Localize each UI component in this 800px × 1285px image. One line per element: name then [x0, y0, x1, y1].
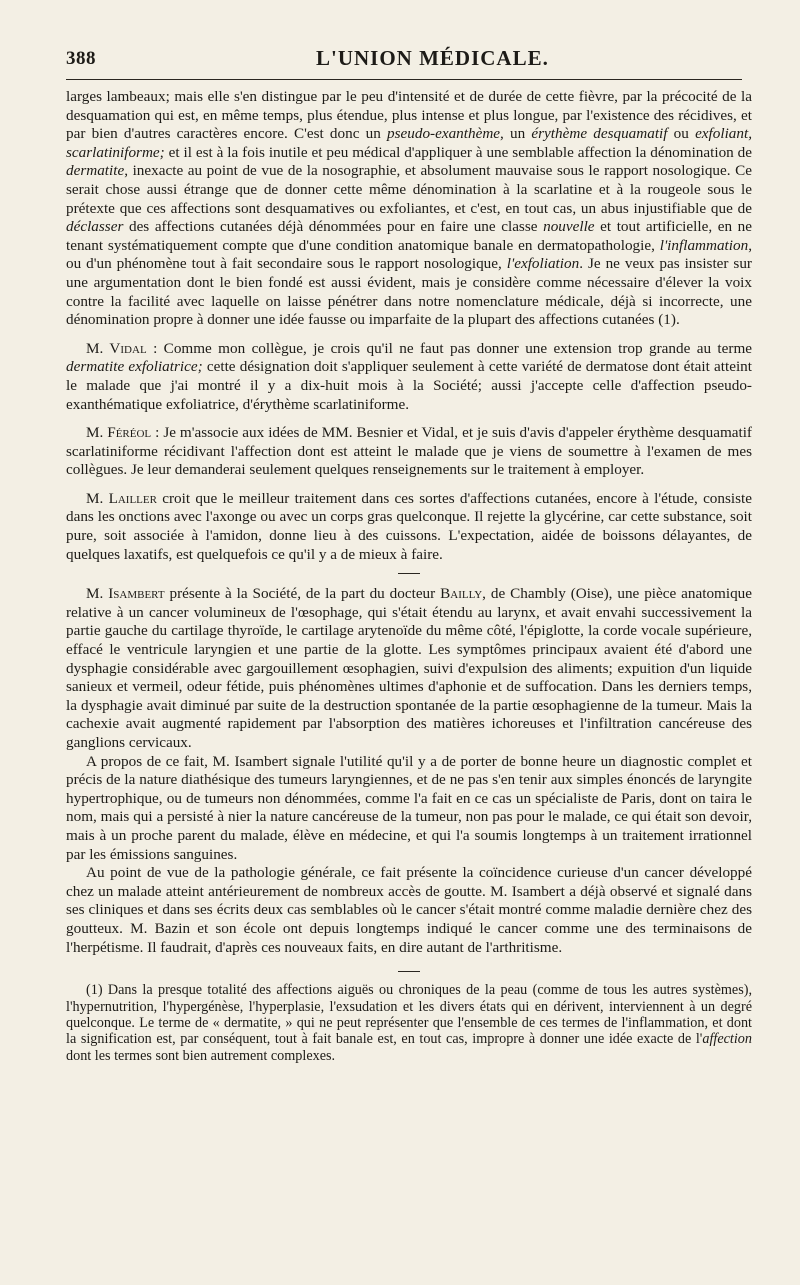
doctor-name: Bailly — [440, 585, 483, 603]
page-header — [66, 44, 742, 76]
section-separator — [398, 573, 420, 574]
running-title: L'UNION MÉDICALE. — [316, 46, 549, 70]
paragraph-isambert: M. Isambert présente à la Société, de la part du docteur Bailly, de Chambly (Oise), une pièce anatomique relative à un cancer volumineux de l'œsophage, qui s'était étendu au larynx, et avait envahi successivement la partie gauche du cartilage thyroïde, le cartilage arytenoïde du même côté, l'épiglotte, la corde vocale supérieure, effacé le ventricule laryngien et une partie de la glotte. Les symptômes principaux avaient été d'abord une dysphagie considérable avec gargouillement œsophagien, suivi d'expulsion des aliments; expuition d'un liquide sanieux et vermeil, odeur fétide, puis phénomènes ultimes d'aphonie et de suffocation. Dans les derniers temps, la dysphagie avait diminué par suite de la destruction spontanée de la partie œsophagienne de la tumeur. Mais la cachexie avait augmenté rapidement par l'absorption des matières ichoreuses et l'infiltration cancéreuse des ganglions cervicaux. — [66, 585, 753, 751]
body-text — [66, 88, 752, 1064]
footnote: (1) Dans la presque totalité des affections aiguës ou chroniques de la peau (comme de tous les autres systèmes), l'hypernutrition, l'hypergénèse, l'hyperplasie, l'exsudation et les divers états qui en dérivent, interviennent à un degré quelconque. Le terme de « dermatite, » qui ne peut représenter que l'ensemble de ces termes de l'inflammation, et dont la signification est, par conséquent, tout à fait banale est, en tout cas, impropre à donner une idée exacte de l'affection dont les termes sont bien autrement complexes. — [66, 982, 752, 1064]
speaker-name: M. Lailler — [86, 489, 157, 507]
header-rule — [66, 79, 742, 80]
paragraph-isambert-remarks: A propos de ce fait, M. Isambert signale l'utilité qu'il y a de porter de bonne heure un diagnostic complet et précis de la nature diathésique des tumeurs laryngiennes, et de ne pas s'en tenir aux simples énoncés de laryngite hypertrophique, ou de tumeurs non dénommées, comme l'a fait en ce cas un spécialiste de Paris, dont on taira le nom, mais qui a persisté à nier la nature cancéreuse de la tumeur, non pas pour le malade, ce qui était son devoir, mais à un proche parent du malade, élève en médecine, et qui l'a soumis longtemps à un traitement irrationnel par les émissions sanguines. — [66, 752, 752, 863]
footnote-separator — [398, 971, 420, 972]
paragraph-pathology: Au point de vue de la pathologie générale, ce fait présente la coïncidence curieuse d'un cancer développé chez un malade atteint antérieurement de nombreux accès de goutte. M. Isambert a déjà observé et signalé dans ses cliniques et dans ses écrits deux cas semblables où le cancer s'était montré comme maladie dernière chez des goutteux. M. Bazin et son école ont depuis longtemps indiqué le cancer comme une des terminaisons de l'herpétisme. Il faudrait, d'après ces nouveaux faits, en dire autant de l'arthritisme. — [66, 864, 752, 956]
paragraph-vidal: M. Vidal : Comme mon collègue, je crois qu'il ne faut pas donner une extension trop grande au terme dermatite exfoliatrice; cette désignation doit s'appliquer seulement à cette variété de dermatose dont était atteint le malade que j'ai montré il y a dix-huit mois à la Société; aussi j'accepte celle d'affection pseudo-exanthématique exfoliatrice, d'érythème scarlatiniforme. — [66, 339, 753, 413]
page-number: 388 — [66, 48, 96, 69]
paragraph-fereol: M. Féréol : Je m'associe aux idées de MM. Besnier et Vidal, et je suis d'avis d'appeler érythème desquamatif scarlatiniforme récidivant l'affection dont est atteint le malade que je viens de soumettre à l'examen de mes collègues. Je leur demanderai seulement quelques renseignements sur le traitement à employer. — [66, 424, 752, 479]
speaker-name: M. Isambert — [86, 585, 165, 603]
paragraph-besnier-continued: larges lambeaux; mais elle s'en distingue par le peu d'intensité et de durée de cette fièvre, par la précocité de la desquamation qui est, en même temps, plus étendue, plus intense et plus longue, par l'existence des récidives, et par bien d'autres caractères encore. C'est donc un pseudo-exanthème, un érythème desquamatif ou exfoliant, scarlatiniforme; et il est à la fois inutile et peu médical d'appliquer à une semblable affection la dénomination de dermatite, inexacte au point de vue de la nosographie, et absolument mauvaise sous le rapport nosologique. Ce serait chose aussi étrange que de donner cette même dénomination à la scarlatine et à la rougeole sous le prétexte que ces affections sont desquamatives ou exfoliantes, et c'est, en tout cas, un abus injustifiable que de déclasser des affections cutanées déjà dénommées pour en faire une classe nouvelle et tout artificielle, en ne tenant systématiquement compte que d'une condition anatomique banale en dermatopathologie, l'inflammation, ou d'un phénomène tout à fait secondaire sous le rapport nosologique, l'exfoliation. Je ne veux pas insister sur une argumentation dont le bien fondé est aussi évident, mais je considère comme nécessaire d'élever la voix contre la facilité avec laquelle on laisse pénétrer dans notre nomenclature médicale, déjà si incorrecte, une dénomination propre à donner une idée fausse ou imparfaite de la plupart des affections cutanées (1). — [66, 88, 753, 329]
speaker-name: M. Vidal — [86, 339, 147, 357]
speaker-name: M. Féréol — [86, 424, 152, 442]
paragraph-lailler: M. Lailler croit que le meilleur traitement dans ces sortes d'affections cutanées, encore à l'étude, consiste dans les onctions avec l'axonge ou avec un corps gras quelconque. Il rejette la glycérine, car cette substance, soit pure, soit associée à l'amidon, donne lieu à des cuissons. L'expectation, aidée de boissons délayantes, de quelques laxatifs, est quelquefois ce qu'il y a de mieux à faire. — [66, 489, 753, 563]
